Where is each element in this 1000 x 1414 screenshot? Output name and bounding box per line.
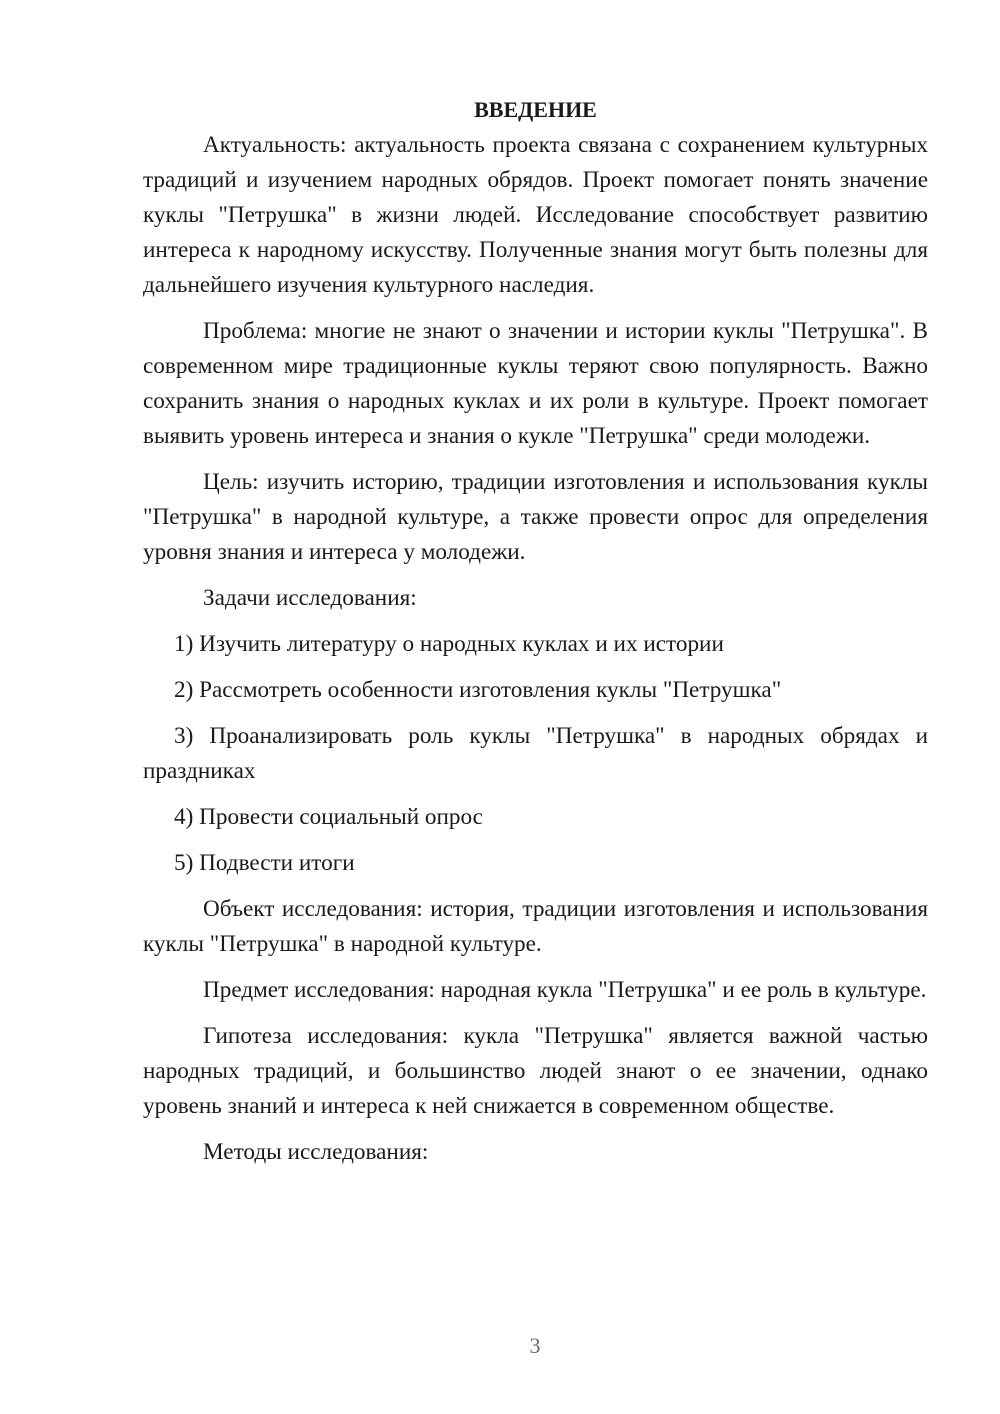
task-item: 1) Изучить литературу о народных куклах и их истории (174, 631, 724, 657)
section-title: ВВЕДЕНИЕ (474, 97, 597, 122)
tasks-heading: Задачи исследования: (203, 585, 417, 611)
subject-paragraph: Предмет исследования: народная кукла "Петрушка" и ее роль в культуре. (203, 977, 927, 1003)
hypothesis-paragraph: Гипотеза исследования: кукла "Петрушка" является важной частью народных традиций, и большинство людей знают о ее значении, однако уровень знаний и интереса к ней снижается в современном обществе. (143, 1023, 928, 1119)
problem-paragraph: Проблема: многие не знают о значении и истории куклы "Петрушка". В современном мире традиционные куклы теряют свою популярность. Важно сохранить знания о народных куклах и их роли в культуре. Проект помогает выявить уровень интереса и знания о кукле "Петрушка" среди молодежи. (143, 318, 928, 449)
relevance-paragraph: Актуальность: актуальность проекта связана с сохранением культурных традиций и изучением народных обрядов. Проект помогает понять значение куклы "Петрушка" в жизни людей. Исследование способствует развитию интереса к народному искусству. Полученные знания могут быть полезны для дальнейшего изучения культурного наследия. (143, 132, 928, 298)
task-item: 5) Подвести итоги (174, 850, 355, 876)
task-item: 2) Рассмотреть особенности изготовления куклы "Петрушка" (174, 677, 782, 703)
goal-paragraph: Цель: изучить историю, традиции изготовления и использования куклы "Петрушка" в народной культуре, а также провести опрос для определения уровня знания и интереса у молодежи. (143, 469, 928, 565)
task-item: 4) Провести социальный опрос (174, 804, 483, 830)
page-number: 3 (529, 1333, 541, 1358)
object-paragraph: Объект исследования: история, традиции изготовления и использования куклы "Петрушка" в народной культуре. (143, 896, 928, 957)
tasks-list (143, 627, 928, 881)
methods-heading: Методы исследования: (203, 1139, 429, 1165)
task-item: 3) Проанализировать роль куклы "Петрушка" в народных обрядах и праздниках (143, 723, 928, 784)
document-page (143, 92, 928, 1181)
